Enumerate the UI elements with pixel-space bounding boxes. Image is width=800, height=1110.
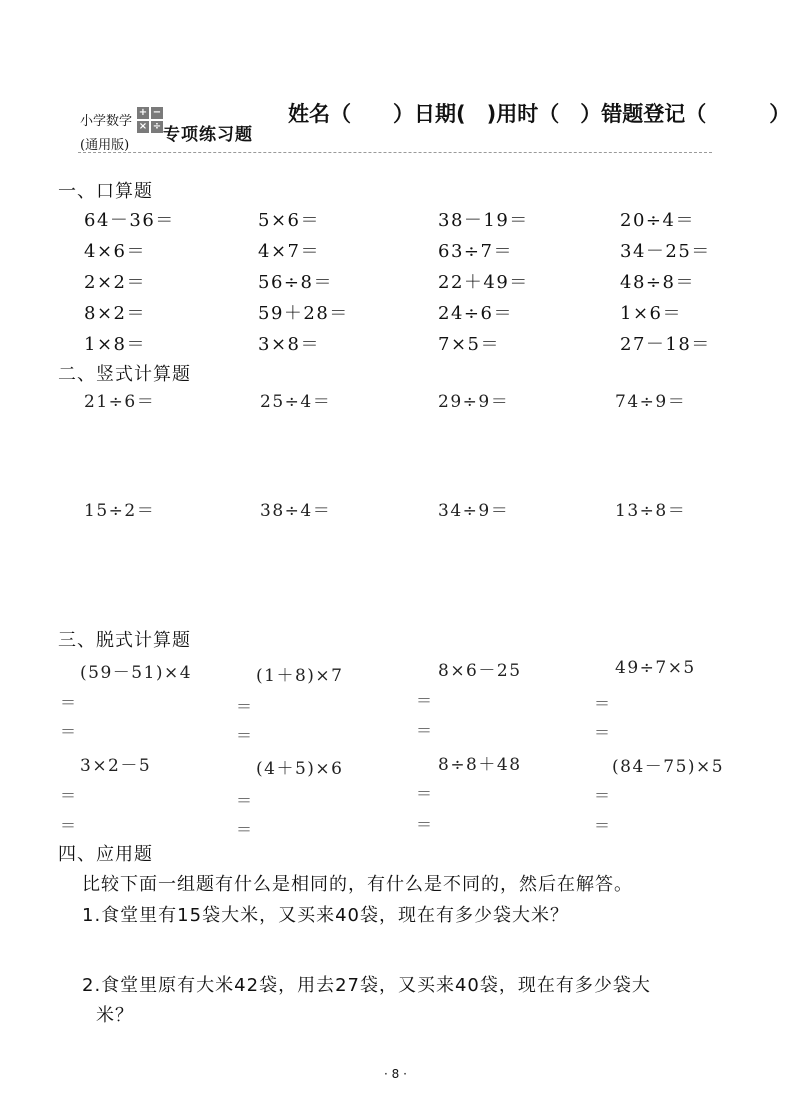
oral-problem: 27－18＝ xyxy=(620,334,711,355)
step-problem: (1＋8)×7 xyxy=(256,666,344,686)
equals-line: ＝ xyxy=(416,721,433,740)
vertical-problem: 34÷9＝ xyxy=(438,501,510,521)
multiply-icon: × xyxy=(138,121,148,132)
step-problem: 49÷7×5 xyxy=(615,658,696,678)
oral-problem: 8×2＝ xyxy=(84,303,146,324)
vertical-problem: 38÷4＝ xyxy=(260,501,332,521)
oral-problem: 1×8＝ xyxy=(84,334,146,355)
word-problem-1: 1.食堂里有15袋大米，又买来40袋，现在有多少袋大米？ xyxy=(82,905,569,926)
oral-problem: 63÷7＝ xyxy=(438,241,513,262)
equals-line: ＝ xyxy=(60,816,77,835)
equals-line: ＝ xyxy=(60,786,77,805)
equals-line: ＝ xyxy=(236,820,253,839)
oral-problem: 59＋28＝ xyxy=(258,303,349,324)
equals-line: ＝ xyxy=(416,815,433,834)
oral-problem: 2×2＝ xyxy=(84,272,146,293)
equals-line: ＝ xyxy=(236,791,253,810)
equals-line: ＝ xyxy=(60,722,77,741)
oral-problem: 1×6＝ xyxy=(620,303,682,324)
brand-line-2: (通用版) xyxy=(80,138,130,153)
word-problem-2: 2.食堂里原有大米42袋，用去27袋，又买来40袋，现在有多少袋大 xyxy=(82,975,651,996)
oral-problem: 4×6＝ xyxy=(84,241,146,262)
oral-problem: 56÷8＝ xyxy=(258,272,333,293)
oral-problem: 3×8＝ xyxy=(258,334,320,355)
header-divider xyxy=(78,152,712,153)
vertical-problem: 74÷9＝ xyxy=(615,392,687,412)
equals-line: ＝ xyxy=(236,726,253,745)
equals-line: ＝ xyxy=(594,694,611,713)
word-problem-2-continued: 米？ xyxy=(96,1005,134,1026)
vertical-problem: 13÷8＝ xyxy=(615,501,687,521)
brand-title: 专项练习题 xyxy=(163,125,253,145)
step-problem: 8÷8＋48 xyxy=(438,755,522,775)
oral-problem: 64－36＝ xyxy=(84,210,175,231)
vertical-problem: 29÷9＝ xyxy=(438,392,510,412)
oral-problem: 24÷6＝ xyxy=(438,303,513,324)
step-problem: 3×2－5 xyxy=(80,756,152,776)
operator-icon-grid xyxy=(137,107,161,153)
section-2-title: 二、竖式计算题 xyxy=(58,364,191,385)
step-problem: (84－75)×5 xyxy=(612,757,725,777)
oral-problem: 48÷8＝ xyxy=(620,272,695,293)
oral-problem: 20÷4＝ xyxy=(620,210,695,231)
oral-problem: 7×5＝ xyxy=(438,334,500,355)
equals-line: ＝ xyxy=(594,816,611,835)
step-problem: (4＋5)×6 xyxy=(256,759,344,779)
minus-icon: − xyxy=(152,107,162,118)
page-number: · 8 · xyxy=(384,1067,407,1081)
section-1-title: 一、口算题 xyxy=(58,181,153,202)
oral-problem: 22＋49＝ xyxy=(438,272,529,293)
vertical-problem: 15÷2＝ xyxy=(84,501,156,521)
vertical-problem: 25÷4＝ xyxy=(260,392,332,412)
oral-problem: 38－19＝ xyxy=(438,210,529,231)
word-problem-intro: 比较下面一组题有什么是相同的，有什么是不同的，然后在解答。 xyxy=(82,874,633,895)
equals-line: ＝ xyxy=(416,691,433,710)
vertical-problem: 21÷6＝ xyxy=(84,392,156,412)
equals-line: ＝ xyxy=(416,784,433,803)
step-problem: (59－51)×4 xyxy=(80,663,193,683)
brand-line-1: 小学数学 xyxy=(80,114,133,129)
student-info-fields: 姓名（ ）日期( )用时（ ）错题登记（ ） xyxy=(288,102,791,126)
section-4-title: 四、应用题 xyxy=(58,844,153,865)
section-3-title: 三、脱式计算题 xyxy=(58,630,191,651)
plus-icon: + xyxy=(138,107,148,118)
equals-line: ＝ xyxy=(60,693,77,712)
oral-problem: 4×7＝ xyxy=(258,241,320,262)
oral-problem: 34－25＝ xyxy=(620,241,711,262)
equals-line: ＝ xyxy=(236,697,253,716)
oral-problem: 5×6＝ xyxy=(258,210,320,231)
step-problem: 8×6－25 xyxy=(438,661,522,681)
equals-line: ＝ xyxy=(594,786,611,805)
divide-icon: ÷ xyxy=(152,121,162,132)
equals-line: ＝ xyxy=(594,723,611,742)
